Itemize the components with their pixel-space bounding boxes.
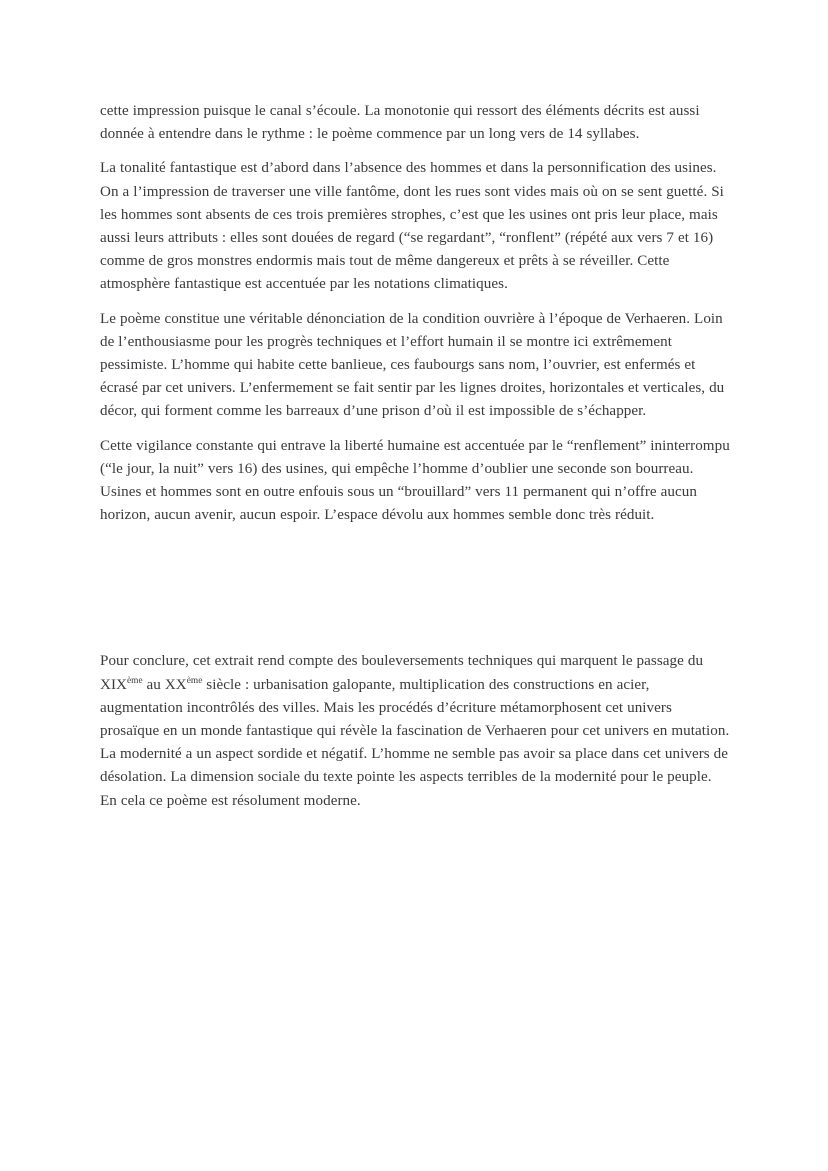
conclusion-text-part-2: au XX — [142, 676, 187, 693]
paragraph-tonalite-fantastique: La tonalité fantastique est d’abord dans l’absence des hommes et dans la personnification des usines. On a l’impression de traverser une ville fantôme, dont les rues sont vides mais où on se sent guetté. Si les hommes sont absents de ces trois premières strophes, c’est que les usines ont pris leur place, mais aussi leurs attributs : elles sont douées de regard (“se regardant”, “ronflent” (répété aux vers 7 et 16) comme de gros monstres endormis mais tout de même dangereux et prêts à se réveiller. Cette atmosphère fantastique est accentuée par les notations climatiques. — [100, 160, 724, 293]
conclusion-text-part-3: siècle : urbanisation galopante, multiplication des constructions en acier, augmentation incontrôlés des villes. Mais les procédés d’écriture métamorphosent cet univers prosaïque en un monde fantastique qui révèle la fascination de Verhaeren pour cet univers en mutation. La modernité a un aspect sordide et négatif. L’homme ne semble pas avoir sa place dans cet univers de désolation. La dimension sociale du texte pointe les aspects terribles de la modernité pour le peuple. En cela ce poème est résolument moderne. — [100, 676, 730, 809]
paragraph-conclusion — [100, 650, 732, 812]
text-column — [100, 100, 732, 813]
conclusion-text-part-1: Pour conclure, cet extrait rend compte des bouleversements techniques qui marquent le passage du XIX — [100, 653, 704, 693]
paragraph-denonciation-condition-ouvriere: Le poème constitue une véritable dénonciation de la condition ouvrière à l’époque de Verhaeren. Loin de l’enthousiasme pour les progrès techniques et l’effort humain il se montre ici extrêmement pessimiste. L’homme qui habite cette banlieue, ces faubourgs sans nom, l’ouvrier, est enfermés et écrasé par cet univers. L’enfermement se fait sentir par les lignes droites, horizontales et verticales, du décor, qui forment comme les barreaux d’une prison d’où il est impossible de s’échapper. — [100, 310, 725, 420]
section-spacer — [100, 538, 732, 650]
paragraph-vigilance-constante: Cette vigilance constante qui entrave la liberté humaine est accentuée par le “renflement” ininterrompu (“le jour, la nuit” vers 16) des usines, qui empêche l’homme d’oublier une seconde son bourreau. Usines et hommes sont en outre enfouis sous un “brouillard” vers 11 permanent qui n’offre aucun horizon, aucun avenir, aucun espoir. L’espace dévolu aux hommes semble donc très réduit. — [100, 437, 730, 524]
paragraph-monotonie: cette impression puisque le canal s’écoule. La monotonie qui ressort des éléments décrits est aussi donnée à entendre dans le rythme : le poème commence par un long vers de 14 syllabes. — [100, 103, 700, 143]
ordinal-suffix-nineteenth-century: ème — [127, 675, 143, 686]
ordinal-suffix-twentieth-century: ème — [186, 675, 203, 686]
